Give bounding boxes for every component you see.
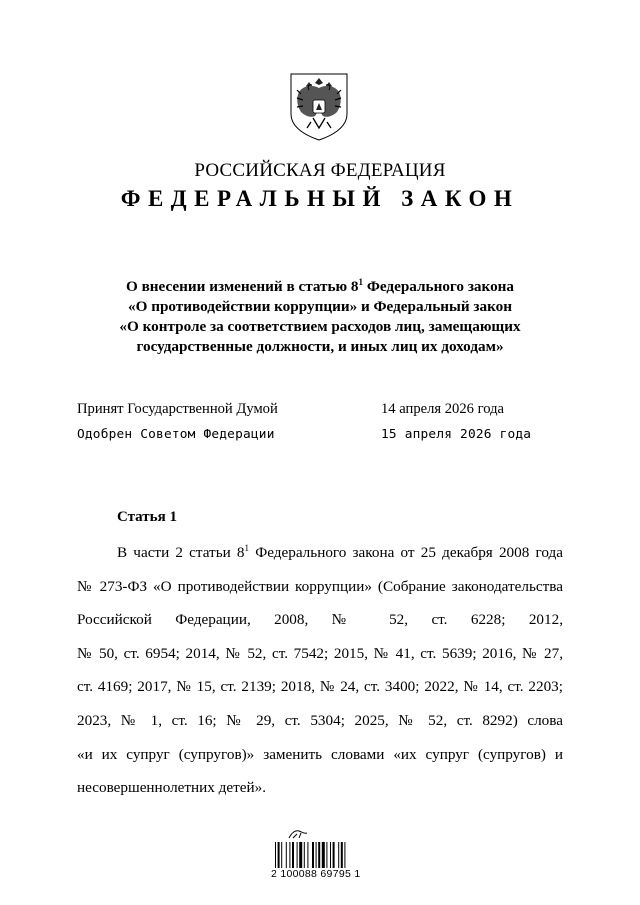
article-1-line-5: ст. 4169; 2017, № 15, ст. 2139; 2018, № 24, ст. 3400; 2022, № 14, ст. 2203;: [77, 678, 563, 696]
barcode-bar: [304, 842, 305, 868]
barcode-bar: [292, 842, 294, 868]
barcode-bar: [330, 842, 331, 868]
barcode-number: 2 100088 69795 1: [271, 868, 361, 880]
law-title-line-3: «О контроле за соответствием расходов лиц, замещающих: [119, 318, 521, 335]
article-1-line-8: несовершеннолетних детей».: [77, 779, 267, 797]
law-title-superscript: 1: [358, 277, 364, 287]
barcode-icon: [275, 842, 365, 868]
barcode-bar: [344, 842, 345, 868]
barcode-bar: [278, 842, 280, 868]
barcode-bar: [333, 842, 335, 868]
state-name: РОССИЙСКАЯ ФЕДЕРАЦИЯ: [194, 160, 446, 181]
barcode-bar: [299, 842, 302, 868]
barcode-bar: [338, 842, 339, 868]
article-1-text: [77, 542, 563, 811]
council-approval-date: 15 апреля 2026 года: [381, 427, 532, 442]
law-title-line-1: [80, 277, 560, 297]
article-1-line-7: «и их супруг (супругов)» заменить словами «их супруг (супругов) и: [77, 745, 563, 763]
document-type: ФЕДЕРАЛЬНЫЙ ЗАКОН: [120, 186, 520, 211]
barcode-bar: [286, 842, 287, 868]
barcode-bar: [275, 842, 276, 868]
registration-mark-icon: [287, 828, 309, 840]
barcode-bar: [322, 842, 325, 868]
council-approval-label: Одобрен Советом Федерации: [77, 427, 275, 442]
article-1-line-4: № 50, ст. 6954; 2014, № 52, ст. 7542; 2015, № 41, ст. 5639; 2016, № 27,: [77, 644, 563, 662]
barcode-bar: [281, 842, 282, 868]
article-1-line-1-pre: В части 2 статьи 8: [117, 544, 245, 561]
article-1-line-1: [77, 542, 563, 576]
article-1-superscript: 1: [244, 543, 250, 553]
article-1-line-3: Российской Федерации, 2008, № 52, ст. 6228; 2012,: [77, 611, 563, 629]
article-1-line-6: 2023, № 1, ст. 16; № 29, ст. 5304; 2025, № 52, ст. 8292) слова: [77, 711, 563, 729]
article-1-line-2: № 273-ФЗ «О противодействии коррупции» (Собрание законодательства: [77, 577, 563, 595]
barcode-bar: [326, 842, 327, 868]
barcode-bar: [289, 842, 290, 868]
russian-coat-of-arms-icon: [287, 70, 351, 142]
barcode-bar: [316, 842, 317, 868]
law-title-line-1-post: Федерального закона: [363, 278, 515, 295]
barcode-bar: [318, 842, 320, 868]
barcode-bar: [297, 842, 298, 868]
barcode-bar: [307, 842, 308, 868]
article-1-heading: Статья 1: [117, 509, 177, 525]
article-1-line-1-post: Федерального закона от 25 декабря 2008 года: [249, 544, 563, 561]
law-title-line-1-pre: О внесении изменений в статью 8: [125, 278, 359, 295]
duma-adoption-date: 14 апреля 2026 года: [381, 401, 504, 417]
law-title: [80, 277, 560, 357]
law-title-line-2: «О противодействии коррупции» и Федеральный закон: [128, 298, 512, 315]
law-title-line-4: государственные должности, и иных лиц их доходам»: [136, 338, 504, 355]
barcode-bar: [312, 842, 314, 868]
barcode-bar: [341, 842, 343, 868]
duma-adoption-label: Принят Государственной Думой: [77, 401, 278, 417]
